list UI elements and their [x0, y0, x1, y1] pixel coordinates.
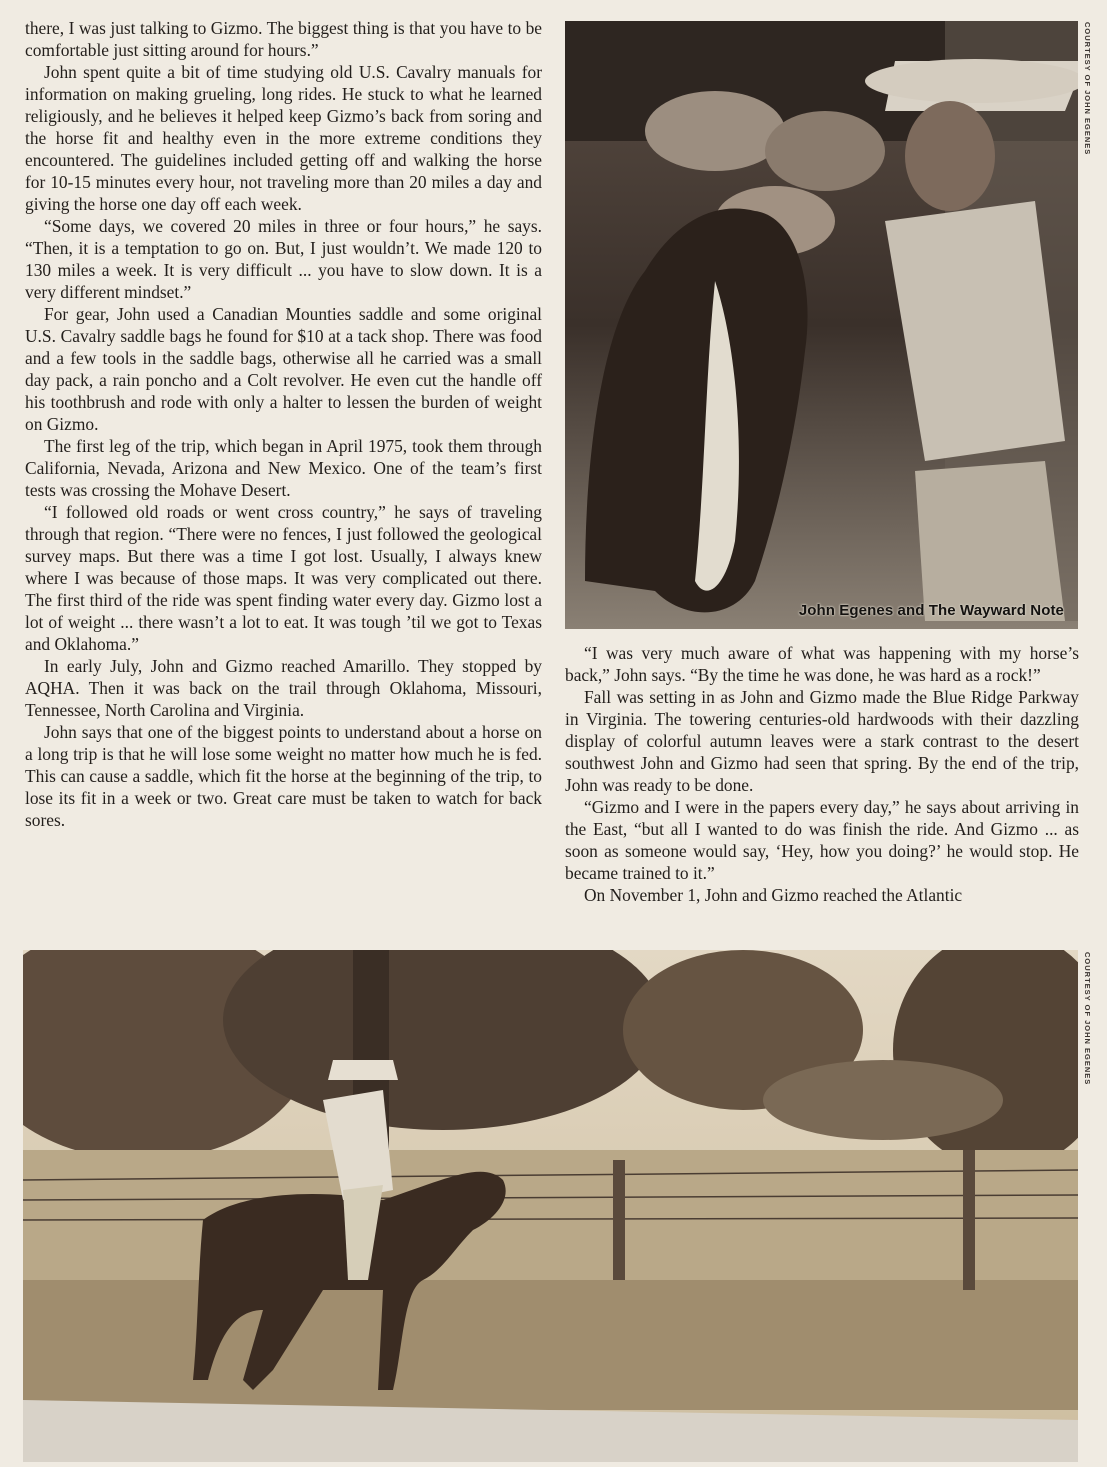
- paragraph: John spent quite a bit of time studying old U.S. Cavalry manuals for information on making grueling, long rides. He stuck to what he learned religiously, and he believes it helped keep Gizmo’s back from soring and the horse fit and healthy even in the more extreme conditions they encountered. The guidelines included getting off and walking the horse for 10-15 minutes every hour, not traveling more than 20 miles a day and giving the horse one day off each week.: [25, 62, 542, 214]
- photo-credit: COURTESY OF JOHN EGENES: [1083, 952, 1092, 1086]
- photo-john-riding-gizmo-image: [23, 950, 1078, 1462]
- paragraph: On November 1, John and Gizmo reached the Atlantic: [584, 885, 963, 905]
- photo-caption: John Egenes and The Wayward Note: [798, 602, 1064, 619]
- photo-john-with-horse: [565, 21, 1078, 629]
- paragraph: “Gizmo and I were in the papers every day,” he says about arriving in the East, “but all I wanted to do was finish the ride. And Gizmo ... as soon as someone would say, ‘Hey, how you doing?’ he would stop. He became trained to it.”: [565, 797, 1079, 883]
- paragraph: In early July, John and Gizmo reached Amarillo. They stopped by AQHA. Then it was back on the trail through Oklahoma, Missouri, Tennessee, North Carolina and Virginia.: [25, 656, 542, 720]
- paragraph: For gear, John used a Canadian Mounties saddle and some original U.S. Cavalry saddle bags he found for $10 at a tack shop. There was food and a few tools in the saddle bags, otherwise all he carried was a small day pack, a rain poncho and a Colt revolver. He even cut the handle off his toothbrush and rode with only a halter to lessen the burden of weight on Gizmo.: [25, 304, 542, 434]
- article-left-column: [25, 17, 542, 831]
- photo-john-with-horse-image: [565, 21, 1078, 629]
- photo-credit: COURTESY OF JOHN EGENES: [1083, 22, 1092, 156]
- paragraph: “Some days, we covered 20 miles in three or four hours,” he says. “Then, it is a temptation to go on. But, I just wouldn’t. We made 120 to 130 miles a week. It is very difficult ... you have to slow down. It is a very different mindset.”: [25, 216, 542, 302]
- paragraph: there, I was just talking to Gizmo. The biggest thing is that you have to be comfortable just sitting around for hours.”: [25, 18, 542, 60]
- article-right-column: [565, 642, 1079, 906]
- photo-john-riding-gizmo: [23, 950, 1078, 1462]
- paragraph: “I followed old roads or went cross country,” he says of traveling through that region. “There were no fences, I just followed the geological survey maps. But there was a time I got lost. Usually, I always knew where I was because of those maps. It was very complicated out there. The first third of the ride was spent finding water every day. Gizmo lost a lot of weight ... there wasn’t a lot to eat. It was tough ’til we got to Texas and Oklahoma.”: [25, 502, 542, 654]
- paragraph: John says that one of the biggest points to understand about a horse on a long trip is that he will lose some weight no matter how much he is fed. This can cause a saddle, which fit the horse at the beginning of the trip, to lose its fit in a week or two. Great care must be taken to watch for back sores.: [25, 722, 542, 830]
- paragraph: “I was very much aware of what was happening with my horse’s back,” John says. “By the time he was done, he was hard as a rock!”: [565, 643, 1079, 685]
- paragraph: The first leg of the trip, which began in April 1975, took them through California, Nevada, Arizona and New Mexico. One of the team’s first tests was crossing the Mohave Desert.: [25, 436, 542, 500]
- paragraph: Fall was setting in as John and Gizmo made the Blue Ridge Parkway in Virginia. The towering centuries-old hardwoods with their dazzling display of colorful autumn leaves were a stark contrast to the desert southwest John and Gizmo had seen that spring. By the end of the trip, John was ready to be done.: [565, 687, 1079, 795]
